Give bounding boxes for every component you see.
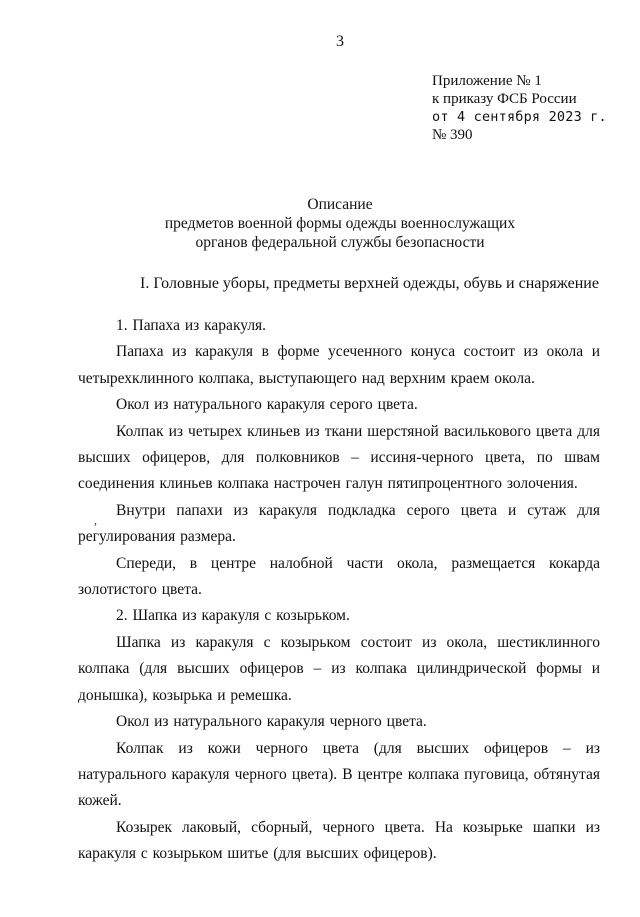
paragraph: Шапка из каракуля с козырьком состоит из окола, шестиклинного колпака (для высших офицеров – из колпака цилиндрической формы и донышка), козырька и ремешка. bbox=[78, 633, 600, 704]
paragraph: Колпак из кожи черного цвета (для высших офицеров – из натурального каракуля черного цвета). В центре колпака пуговица, обтянутая кожей. bbox=[78, 739, 600, 810]
paragraph: Колпак из четырех клиньев из ткани шерстяной василькового цвета для высших офицеров, для полковников – иссиня-черного цвета, по швам соединения клиньев колпака настрочен галун пятипроцентного золочения. bbox=[78, 422, 600, 493]
paragraph-item-heading: 2. Шапка из каракуля с козырьком. bbox=[116, 607, 350, 625]
title-line-2: предметов военной формы одежды военнослужащих bbox=[164, 215, 516, 232]
paragraph: Окол из натурального каракуля серого цвета. bbox=[116, 396, 418, 414]
title-line-1: Описание bbox=[307, 196, 373, 213]
paragraph-item-heading: 1. Папаха из каракуля. bbox=[116, 317, 267, 334]
paragraph: Внутри папахи из каракуля подкладка серого цвета и сутаж для регулирования размера. bbox=[78, 501, 600, 546]
scan-mark: , bbox=[94, 513, 97, 527]
appendix-line-1: Приложение № 1 bbox=[432, 73, 542, 89]
page-number: 3 bbox=[336, 33, 344, 50]
appendix-date: от 4 сентября 2023 г. bbox=[432, 109, 607, 125]
appendix-number: № 390 bbox=[432, 127, 473, 143]
paragraph: Папаха из каракуля в форме усеченного конуса состоит из окола и четырехклинного колпака, выступающего над верхним краем окола. bbox=[78, 343, 600, 387]
section-title: I. Головные уборы, предметы верхней одежды, обувь и снаряжение bbox=[140, 275, 599, 292]
paragraph: Окол из натурального каракуля черного цвета. bbox=[116, 713, 427, 731]
paragraph: Козырек лаковый, сборный, черного цвета. На козырьке шапки из каракуля с козырьком шитье (для высших офицеров). bbox=[78, 818, 600, 863]
appendix-line-2: к приказу ФСБ России bbox=[432, 91, 577, 107]
title-line-3: органов федеральной службы безопасности bbox=[195, 234, 485, 251]
paragraph: Спереди, в центре налобной части окола, размещается кокарда золотистого цвета. bbox=[78, 554, 600, 599]
body-text bbox=[78, 313, 600, 868]
document-title bbox=[0, 195, 640, 252]
appendix-block bbox=[432, 72, 607, 144]
